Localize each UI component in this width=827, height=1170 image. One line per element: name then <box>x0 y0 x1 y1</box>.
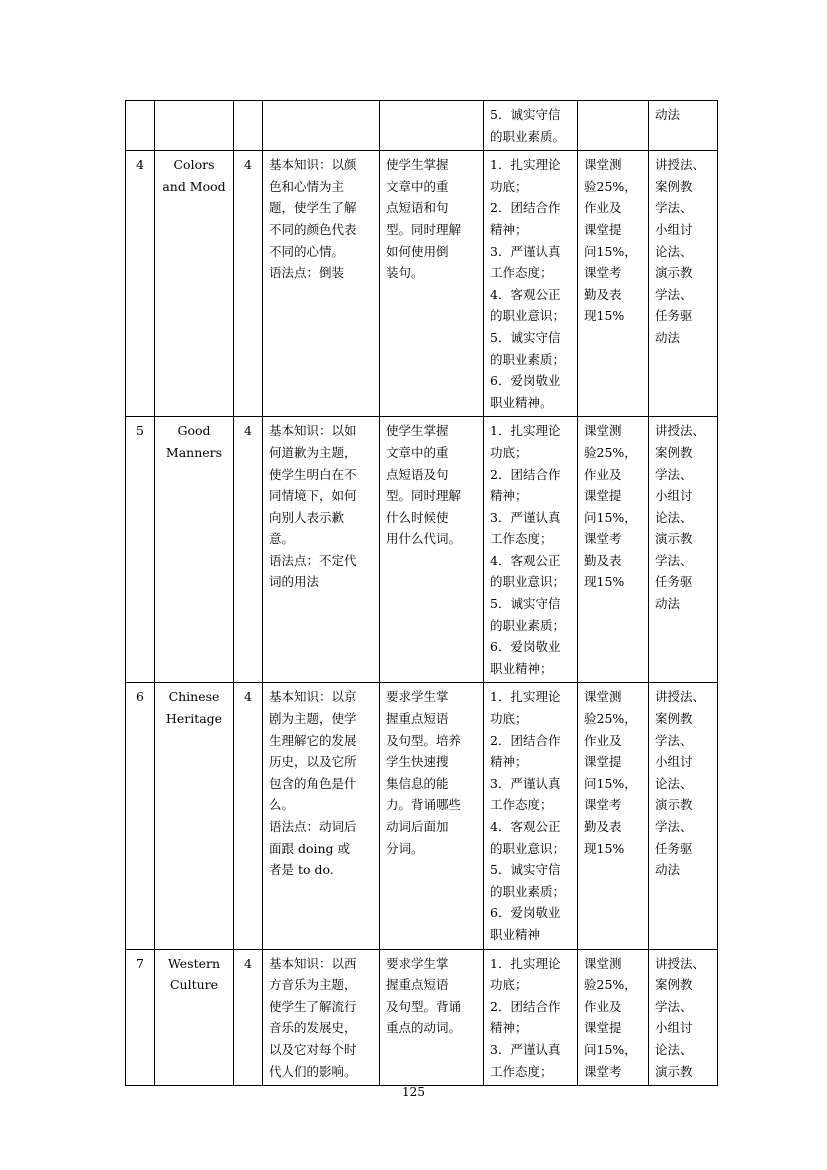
cell-assessment <box>578 101 649 151</box>
cell-text-line: Heritage <box>165 711 223 727</box>
cell-text-line: 点短语及句 <box>386 466 449 482</box>
cell-text-line: 及句型。培养 <box>386 732 462 748</box>
cell-hours: 4 <box>234 949 263 1086</box>
cell-methods <box>649 417 718 683</box>
cell-text-line: 文章中的重 <box>386 444 449 460</box>
cell-text-line: 职业精神； <box>490 660 553 676</box>
cell-text-line: 集信息的能 <box>386 775 449 791</box>
cell-text-line: 2．团结合作 <box>490 998 561 1014</box>
cell-text-line: 者是 to do. <box>269 862 334 878</box>
cell-text-line: 任务驱 <box>655 308 693 324</box>
cell-unit-number: 6 <box>126 683 155 949</box>
cell-text-line: 讲授法、 <box>655 157 706 173</box>
cell-text-line: 的职业意识； <box>490 574 566 590</box>
cell-text-line: 不同的颜色代表 <box>269 221 357 237</box>
cell-text-line: 重点的动词。 <box>386 1020 462 1036</box>
cell-text-line: 型。同时理解 <box>386 221 462 237</box>
cell-text-line: 方音乐为主题， <box>269 977 357 993</box>
cell-ideology <box>484 417 578 683</box>
cell-text-line: 型。同时理解 <box>386 488 462 504</box>
cell-text-line: Chinese <box>168 689 220 705</box>
cell-objectives <box>380 949 484 1086</box>
cell-text-line: 动词后面加 <box>386 819 449 834</box>
cell-text-line: Good <box>177 423 211 439</box>
cell-text-line: 文章中的重 <box>386 178 449 194</box>
cell-text-line: 么。 <box>269 797 295 813</box>
cell-methods <box>649 683 718 949</box>
cell-text-line: 作业及 <box>584 200 622 216</box>
cell-text-line: 演示教 <box>655 1063 693 1079</box>
cell-text-line: 4．客观公正 <box>490 552 561 568</box>
cell-text-line: 勤及表 <box>584 552 622 568</box>
cell-text-line: 学法、 <box>655 998 693 1014</box>
cell-text-line: 演示教 <box>655 797 693 813</box>
cell-text-line: 问15%， <box>584 1041 637 1057</box>
cell-hours <box>234 101 263 151</box>
cell-text-line: 使学生掌握 <box>386 157 449 173</box>
cell-text-line: 工作态度； <box>490 531 553 547</box>
cell-assessment <box>578 949 649 1086</box>
cell-unit-title <box>155 151 234 417</box>
cell-objectives <box>380 101 484 151</box>
cell-ideology <box>484 151 578 417</box>
table-body <box>126 101 718 1086</box>
cell-content <box>263 417 380 683</box>
cell-text-line: 验25%， <box>584 444 637 460</box>
cell-text-line: 功底； <box>490 444 528 460</box>
cell-text-line: 学法、 <box>655 200 693 216</box>
table-row <box>126 417 718 683</box>
cell-text-line: 职业精神。 <box>490 394 553 410</box>
cell-text-line: 学生快速搜 <box>386 754 449 770</box>
cell-text-line: 如何使用倒 <box>386 243 449 259</box>
cell-text-line: 论法、 <box>655 1041 693 1057</box>
cell-text-line: 3．严谨认真 <box>490 775 561 791</box>
cell-unit-title <box>155 101 234 151</box>
cell-text-line: 何道歉为主题， <box>269 444 357 460</box>
cell-text-line: 3．严谨认真 <box>490 243 561 259</box>
cell-unit-number <box>126 101 155 151</box>
cell-text-line: 案例教 <box>655 444 693 460</box>
cell-text-line: 分词。 <box>386 840 424 856</box>
cell-text-line: 历史，以及它所 <box>269 754 357 770</box>
cell-text-line: 音乐的发展史， <box>269 1020 357 1036</box>
cell-text-line: 学法、 <box>655 552 693 568</box>
cell-text-line: 2．团结合作 <box>490 466 561 482</box>
cell-text-line: 面跟 doing 或 <box>269 840 351 856</box>
cell-text-line: 讲授法、 <box>655 423 706 439</box>
cell-hours: 4 <box>234 683 263 949</box>
table-row <box>126 101 718 151</box>
cell-text-line: 论法、 <box>655 775 693 791</box>
cell-text-line: Colors <box>173 157 215 173</box>
cell-text-line: 以及它对每个时 <box>269 1041 357 1057</box>
cell-objectives <box>380 683 484 949</box>
cell-text-line: Manners <box>165 444 223 460</box>
cell-text-line: 课堂考 <box>584 265 622 281</box>
cell-ideology <box>484 683 578 949</box>
cell-text-line: 基本知识：以京 <box>269 689 357 705</box>
cell-text-line: 课堂测 <box>584 689 622 705</box>
cell-unit-number: 7 <box>126 949 155 1086</box>
cell-text-line: 讲授法、 <box>655 955 706 971</box>
cell-text-line: 课堂提 <box>584 488 622 504</box>
cell-objectives <box>380 151 484 417</box>
cell-text-line: 2．团结合作 <box>490 732 561 748</box>
cell-text-line: 功底； <box>490 178 528 194</box>
cell-methods <box>649 151 718 417</box>
cell-text-line: 词的用法 <box>269 574 320 590</box>
cell-text-line: and Mood <box>162 178 226 194</box>
cell-text-line: 作业及 <box>584 998 622 1014</box>
cell-text-line: 课堂测 <box>584 955 622 971</box>
cell-text-line: 工作态度； <box>490 1063 553 1079</box>
cell-text-line: 要求学生掌 <box>386 689 449 705</box>
cell-text-line: 使学生掌握 <box>386 423 449 439</box>
cell-text-line: 4．客观公正 <box>490 286 561 302</box>
cell-text-line: 语法点：倒装 <box>269 265 345 281</box>
cell-unit-title <box>155 949 234 1086</box>
cell-text-line: 职业精神 <box>490 926 541 942</box>
cell-text-line: 演示教 <box>655 265 693 281</box>
cell-text-line: 案例教 <box>655 178 693 194</box>
cell-text-line: 学法、 <box>655 819 693 834</box>
cell-text-line: 学法、 <box>655 732 693 748</box>
cell-text-line: 功底； <box>490 711 528 727</box>
cell-assessment <box>578 151 649 417</box>
cell-text-line: 任务驱 <box>655 840 693 856</box>
cell-text-line: 验25%， <box>584 977 637 993</box>
cell-text-line: 学法、 <box>655 286 693 302</box>
cell-text-line: 装句。 <box>386 265 424 281</box>
cell-text-line: 3．严谨认真 <box>490 509 561 525</box>
cell-text-line: 生理解它的发展 <box>269 732 357 748</box>
cell-text-line: 包含的角色是什 <box>269 775 357 791</box>
cell-text-line: 意。 <box>269 531 295 547</box>
cell-text-line: 论法、 <box>655 509 693 525</box>
cell-hours: 4 <box>234 151 263 417</box>
cell-text-line: 动法 <box>655 596 681 612</box>
cell-text-line: 语法点：动词后 <box>269 819 357 834</box>
cell-text-line: 用什么代词。 <box>386 531 462 547</box>
cell-text-line: 5．诚实守信 <box>490 596 561 612</box>
cell-objectives <box>380 417 484 683</box>
cell-text-line: 现15% <box>584 840 625 856</box>
cell-text-line: 同情境下，如何 <box>269 488 357 504</box>
cell-text-line: 案例教 <box>655 711 693 727</box>
cell-text-line: 基本知识：以颜 <box>269 157 357 173</box>
table-row <box>126 683 718 949</box>
cell-content <box>263 949 380 1086</box>
cell-text-line: 5．诚实守信 <box>490 107 561 122</box>
cell-text-line: 向别人表示歉 <box>269 509 345 525</box>
cell-content <box>263 101 380 151</box>
cell-text-line: 语法点：不定代 <box>269 552 357 568</box>
cell-text-line: 及句型。背诵 <box>386 998 462 1014</box>
cell-text-line: 1．扎实理论 <box>490 955 561 971</box>
cell-text-line: 的职业意识； <box>490 308 566 324</box>
cell-text-line: 验25%， <box>584 178 637 194</box>
cell-text-line: 的职业素质； <box>490 883 566 899</box>
cell-methods <box>649 949 718 1086</box>
cell-text-line: 精神； <box>490 1020 528 1036</box>
cell-text-line: 要求学生掌 <box>386 955 449 971</box>
cell-text-line: 讲授法、 <box>655 689 706 705</box>
cell-text-line: 5．诚实守信 <box>490 862 561 878</box>
cell-text-line: 基本知识：以西 <box>269 955 357 971</box>
cell-text-line: 5．诚实守信 <box>490 329 561 345</box>
cell-text-line: 论法、 <box>655 243 693 259</box>
cell-text-line: 课堂测 <box>584 157 622 173</box>
cell-text-line: 使学生明白在不 <box>269 466 357 482</box>
cell-text-line: 剧为主题，使学 <box>269 711 357 727</box>
cell-text-line: 问15%， <box>584 243 637 259</box>
cell-text-line: 现15% <box>584 308 625 324</box>
cell-text-line: 动法 <box>655 107 681 122</box>
cell-text-line: 使学生了解流行 <box>269 998 357 1014</box>
cell-text-line: 握重点短语 <box>386 977 449 993</box>
cell-text-line: 3．严谨认真 <box>490 1041 561 1057</box>
cell-text-line: 课堂考 <box>584 797 622 813</box>
cell-text-line: 作业及 <box>584 466 622 482</box>
cell-text-line: 问15%， <box>584 775 637 791</box>
cell-text-line: 基本知识：以如 <box>269 423 357 439</box>
cell-text-line: 任务驱 <box>655 574 693 590</box>
cell-assessment <box>578 683 649 949</box>
cell-text-line: 握重点短语 <box>386 711 449 727</box>
cell-text-line: 力。背诵哪些 <box>386 797 462 813</box>
table-row <box>126 949 718 1086</box>
cell-text-line: 小组讨 <box>655 488 693 504</box>
cell-text-line: 的职业素质； <box>490 617 566 633</box>
cell-text-line: 精神； <box>490 754 528 770</box>
cell-unit-number: 5 <box>126 417 155 683</box>
cell-text-line: 点短语和句 <box>386 200 449 216</box>
cell-text-line: 课堂测 <box>584 423 622 439</box>
cell-text-line: 的职业意识； <box>490 840 566 856</box>
cell-text-line: 课堂提 <box>584 221 622 237</box>
cell-assessment <box>578 417 649 683</box>
page-number: 125 <box>402 1085 425 1099</box>
cell-text-line: 6．爱岗敬业 <box>490 373 561 389</box>
cell-text-line: 问15%， <box>584 509 637 525</box>
cell-text-line: 2．团结合作 <box>490 200 561 216</box>
cell-text-line: 工作态度； <box>490 265 553 281</box>
cell-text-line: 精神； <box>490 221 528 237</box>
cell-text-line: 6．爱岗敬业 <box>490 639 561 655</box>
cell-text-line: 什么时候使 <box>386 509 449 525</box>
cell-unit-title <box>155 683 234 949</box>
cell-text-line: 小组讨 <box>655 1020 693 1036</box>
cell-text-line: 动法 <box>655 329 681 345</box>
cell-text-line: 现15% <box>584 574 625 590</box>
cell-content <box>263 151 380 417</box>
table-row <box>126 151 718 417</box>
cell-text-line: 勤及表 <box>584 286 622 302</box>
cell-text-line: 4．客观公正 <box>490 819 561 834</box>
cell-text-line: 的职业素质； <box>490 351 566 367</box>
cell-text-line: 1．扎实理论 <box>490 689 561 705</box>
cell-methods <box>649 101 718 151</box>
cell-text-line: 案例教 <box>655 977 693 993</box>
cell-text-line: 的职业素质。 <box>490 128 566 144</box>
cell-text-line: 勤及表 <box>584 819 622 834</box>
cell-ideology <box>484 949 578 1086</box>
cell-text-line: 代人们的影响。 <box>269 1063 357 1079</box>
cell-text-line: 工作态度； <box>490 797 553 813</box>
cell-text-line: 演示教 <box>655 531 693 547</box>
cell-text-line: 题，使学生了解 <box>269 200 357 216</box>
cell-text-line: 1．扎实理论 <box>490 423 561 439</box>
cell-text-line: 学法、 <box>655 466 693 482</box>
cell-text-line: 课堂提 <box>584 1020 622 1036</box>
cell-unit-number: 4 <box>126 151 155 417</box>
cell-text-line: 1．扎实理论 <box>490 157 561 173</box>
syllabus-table <box>125 100 718 1086</box>
cell-content <box>263 683 380 949</box>
cell-text-line: 验25%， <box>584 711 637 727</box>
cell-text-line: 课堂提 <box>584 754 622 770</box>
cell-text-line: 小组讨 <box>655 221 693 237</box>
cell-text-line: 6．爱岗敬业 <box>490 905 561 921</box>
cell-text-line: 作业及 <box>584 732 622 748</box>
cell-text-line: Culture <box>169 977 219 993</box>
cell-text-line: 课堂考 <box>584 1063 622 1079</box>
cell-text-line: 不同的心情。 <box>269 243 345 259</box>
cell-text-line: 小组讨 <box>655 754 693 770</box>
cell-text-line: 功底； <box>490 977 528 993</box>
cell-hours: 4 <box>234 417 263 683</box>
cell-text-line: 色和心情为主 <box>269 178 345 194</box>
cell-text-line: Western <box>167 955 221 971</box>
cell-text-line: 动法 <box>655 862 681 878</box>
cell-unit-title <box>155 417 234 683</box>
cell-text-line: 课堂考 <box>584 531 622 547</box>
cell-ideology <box>484 101 578 151</box>
cell-text-line: 精神； <box>490 488 528 504</box>
